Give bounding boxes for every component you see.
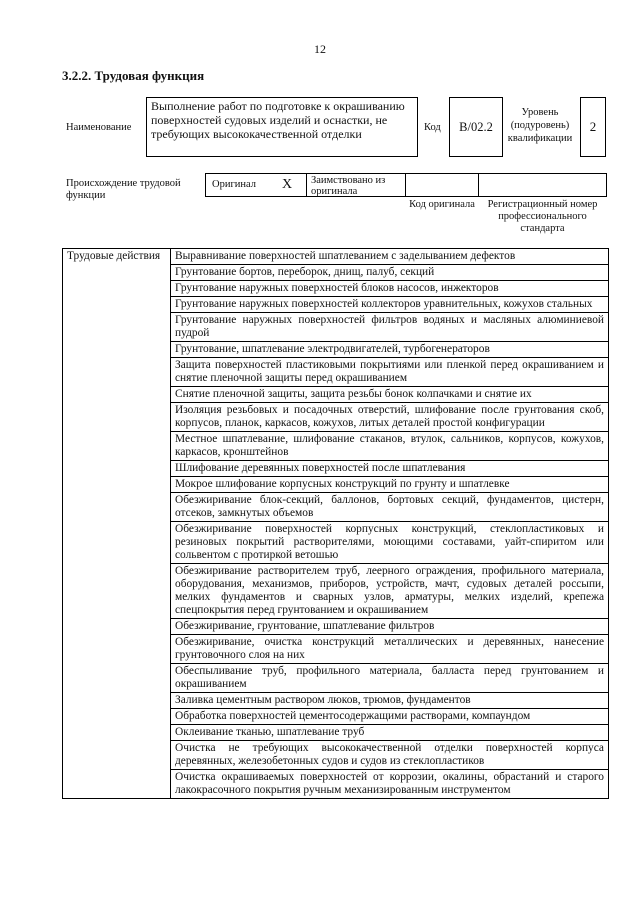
qualification-level: 2: [580, 97, 606, 157]
action-item: Грунтование бортов, переборок, днищ, палуб, секций: [171, 265, 609, 281]
original-label: Оригинал: [212, 179, 256, 190]
original-mark: X: [282, 177, 293, 192]
action-item: Снятие пленочной защиты, защита резьбы бонок колпачками и снятие их: [171, 387, 609, 403]
section-title: 3.2.2. Трудовая функция: [62, 68, 205, 83]
action-item: Мокрое шлифование корпусных конструкций по грунту и шпатлевке: [171, 477, 609, 493]
action-item: Местное шпатлевание, шлифование стаканов, втулок, сальников, корпусов, кожухов, каркасов, кронштейнов: [171, 432, 609, 461]
table-row: [63, 249, 609, 265]
action-item: Обезжиривание, очистка конструкций металлических и деревянных, нанесение грунтовочного слоя на них: [171, 635, 609, 664]
origin-label: Происхождение трудовой функции: [66, 178, 181, 201]
action-item: Обезжиривание, грунтование, шпатлевание фильтров: [171, 619, 609, 635]
function-code: B/02.2: [449, 97, 503, 157]
action-item: Обезжиривание поверхностей корпусных конструкций, стеклопластиковых и резиновых покрытий растворителями, моющими составами, уайт-спиритом или сольвентом с протиркой ветошью: [171, 522, 609, 564]
action-item: Обработка поверхностей цементосодержащими растворами, компаундом: [171, 709, 609, 725]
labor-actions-table: [62, 248, 609, 799]
action-item: Обезжиривание растворителем труб, леерного ограждения, профильного материала, оборудования, механизмов, приборов, устройств, мачт, судовых деталей россыпи, мелких фундаментов и сварных узлов, арматуры, мелких изделий, крепежа спецпокрытия перед грунтованием и окрашиванием: [171, 564, 609, 619]
code-label: Код: [424, 122, 441, 133]
origin-row: [205, 173, 607, 197]
code-original-cell: [405, 173, 479, 197]
action-item: Защита поверхностей пластиковыми покрытиями или пленкой перед окрашиванием и снятие пленочной защиты перед окрашиванием: [171, 358, 609, 387]
page-number: 12: [314, 42, 326, 56]
action-item: Заливка цементным раствором люков, трюмов, фундаментов: [171, 693, 609, 709]
level-label: Уровень (подуровень) квалификации: [507, 107, 573, 144]
name-label: Наименование: [66, 122, 132, 133]
original-cell: [205, 173, 307, 197]
action-item: Изоляция резьбовых и посадочных отверстий, шлифование после грунтования скоб, корпусов, планок, каркасов, кожухов, литых деталей простой конфигурации: [171, 403, 609, 432]
action-item: Шлифование деревянных поверхностей после шпатлевания: [171, 461, 609, 477]
action-item: Очистка окрашиваемых поверхностей от коррозии, окалины, обрастаний и старого лакокрасочного покрытия ручным механизированным инструментом: [171, 770, 609, 799]
action-item: Выравнивание поверхностей шпатлеванием с заделыванием дефектов: [171, 249, 609, 265]
action-item: Обеспыливание труб, профильного материала, балласта перед грунтованием и окрашиванием: [171, 664, 609, 693]
action-item: Грунтование наружных поверхностей коллекторов уравнительных, кожухов стальных: [171, 297, 609, 313]
action-item: Оклеивание тканью, шпатлевание труб: [171, 725, 609, 741]
registration-label: Регистрационный номер профессионального стандарта: [487, 199, 598, 234]
code-original-label: Код оригинала: [409, 199, 475, 210]
actions-label: Трудовые действия: [63, 249, 171, 799]
registration-cell: [478, 173, 607, 197]
action-item: Обезжиривание блок-секций, баллонов, бортовых секций, фундаментов, цистерн, отсеков, замкнутых объемов: [171, 493, 609, 522]
action-item: Грунтование, шпатлевание электродвигателей, турбогенераторов: [171, 342, 609, 358]
action-item: Грунтование наружных поверхностей блоков насосов, инжекторов: [171, 281, 609, 297]
function-name: Выполнение работ по подготовке к окрашиванию поверхностей судовых изделий и оснастки, не требующих высококачественной отделки: [146, 97, 418, 157]
borrowed-label: Заимствовано из оригинала: [306, 173, 406, 197]
action-item: Очистка не требующих высококачественной отделки поверхностей корпуса деревянных, железобетонных судов и судов из стеклопластиков: [171, 741, 609, 770]
action-item: Грунтование наружных поверхностей фильтров водяных и масляных алюминиевой пудрой: [171, 313, 609, 342]
